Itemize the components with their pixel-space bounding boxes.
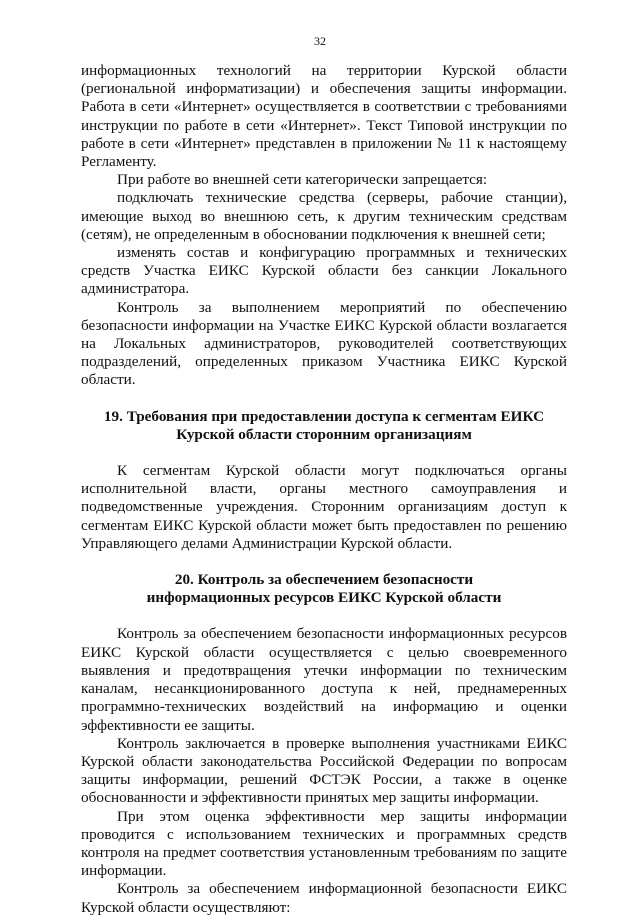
heading-line: 20. Контроль за обеспечением безопасности [174, 571, 474, 589]
heading-line: информационных ресурсов ЕИКС Курской области [146, 589, 502, 607]
paragraph: При этом оценка эффективности мер защиты информации проводится с использованием технических и программных средств контроля на предмет соответствия установленным требованиям по защите информации. [81, 807, 567, 880]
heading-line: Курской области сторонним организациям [176, 425, 472, 443]
paragraph: Контроль за выполнением мероприятий по обеспечению безопасности информации на Участке ЕИКС Курской области возлагается на Локальных администраторов, руководителей соответствующих подразделений, определенных приказом Участника ЕИКС Курской области. [81, 298, 567, 389]
document-body [81, 62, 567, 917]
section-19-heading [81, 408, 567, 444]
page-number: 32 [314, 34, 326, 48]
paragraph: Контроль за обеспечением безопасности информационных ресурсов ЕИКС Курской области осуществляется с целью своевременного выявления и предотвращения утечки информации по техническим каналам, несанкционированного доступа к ней, преднамеренных программно-технических воздействий на информацию и оценки эффективности ее защиты. [81, 625, 567, 734]
paragraph: Контроль за обеспечением информационной безопасности ЕИКС Курской области осуществляют: [81, 880, 567, 916]
paragraph: При работе во внешней сети категорически запрещается: [117, 171, 488, 189]
paragraph: подключать технические средства (серверы, рабочие станции), имеющие выход во внешнюю сеть, к другим техническим средствам (сетям), не определенным в обосновании подключения к внешней сети; [81, 189, 567, 243]
paragraph: Контроль заключается в проверке выполнения участниками ЕИКС Курской области законодательства Российской Федерации по вопросам защиты информации, решений ФСТЭК России, а также в оценке обоснованности и эффективности принятых мер защиты информации. [81, 734, 567, 807]
paragraph: К сегментам Курской области могут подключаться органы исполнительной власти, органы местного самоуправления и подведомственные учреждения. Сторонним организациям доступ к сегментам ЕИКС Курской области может быть предоставлен по решению Управляющего делами Администрации Курской области. [81, 462, 567, 552]
heading-line: 19. Требования при предоставлении доступа к сегментам ЕИКС [103, 407, 545, 425]
paragraph: изменять состав и конфигурацию программных и технических средств Участка ЕИКС Курской области без санкции Локального администратора. [81, 244, 567, 298]
paragraph: информационных технологий на территории Курской области (региональной информатизации) и обеспечения защиты информации. Работа в сети «Интернет» осуществляется в соответствии с требованиями инструкции по работе в сети «Интернет». Текст Типовой инструкции по работе в сети «Интернет» представлен в приложении № 11 к настоящему Регламенту. [81, 62, 567, 171]
section-20-heading [81, 571, 567, 607]
